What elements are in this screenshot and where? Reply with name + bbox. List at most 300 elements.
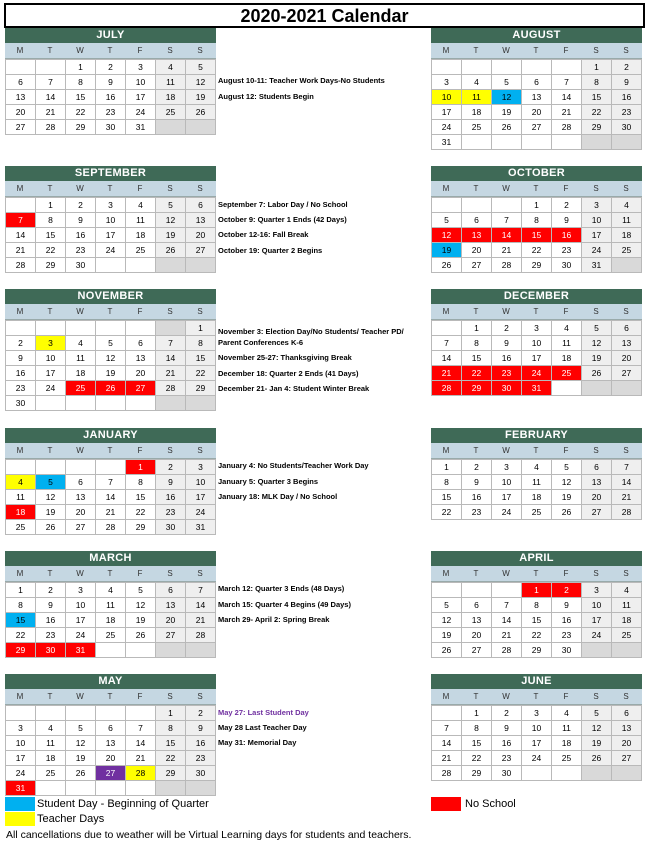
weekday-label: W [76,692,84,701]
empty-cell [96,460,126,475]
weekday-label: S [593,692,599,701]
weekday-label: F [563,569,569,578]
day-cell: 10 [126,75,156,90]
month-calendar-march [5,551,216,658]
day-cell: 31 [6,781,36,796]
empty-cell [522,135,552,150]
weekday-header-row [5,689,216,705]
day-cell: 25 [36,766,66,781]
day-cell: 19 [582,736,612,751]
day-cell: 5 [126,583,156,598]
day-cell: 28 [6,258,36,273]
day-grid [431,582,642,658]
day-cell: 15 [522,613,552,628]
weekday-label: T [473,46,479,55]
day-cell: 14 [36,90,66,105]
empty-cell [66,460,96,475]
day-cell: 25 [66,381,96,396]
weekday-label: M [16,692,24,701]
day-cell: 23 [6,381,36,396]
day-cell: 22 [462,366,492,381]
day-cell: 23 [66,243,96,258]
day-cell: 28 [612,505,642,520]
weekday-label: S [593,446,599,455]
day-cell: 25 [156,105,186,120]
day-cell: 9 [612,75,642,90]
day-cell: 8 [522,213,552,228]
weekday-header-row [5,181,216,197]
day-cell: 11 [522,475,552,490]
day-cell: 23 [552,628,582,643]
day-cell: 23 [492,366,522,381]
day-cell: 30 [492,766,522,781]
day-grid [5,59,216,135]
month-name: JUNE [431,674,642,689]
day-cell: 20 [582,490,612,505]
day-cell: 17 [36,366,66,381]
day-cell: 29 [462,381,492,396]
day-cell: 21 [156,366,186,381]
day-cell: 23 [96,105,126,120]
weekday-label: S [197,46,203,55]
empty-cell [96,643,126,658]
day-cell: 17 [96,228,126,243]
day-cell: 12 [126,598,156,613]
day-cell: 18 [462,105,492,120]
empty-cell [186,258,216,273]
day-cell: 18 [6,505,36,520]
day-cell: 19 [96,366,126,381]
day-cell: 27 [96,766,126,781]
note: January 5: Quarter 3 Begins [218,477,319,486]
day-cell: 17 [126,90,156,105]
weekday-label: F [563,692,569,701]
day-cell: 25 [462,120,492,135]
day-cell: 14 [492,228,522,243]
day-cell: 11 [612,598,642,613]
empty-cell [582,766,612,781]
day-cell: 8 [126,475,156,490]
day-cell: 16 [552,613,582,628]
day-cell: 31 [126,120,156,135]
day-cell: 1 [186,321,216,336]
day-cell: 21 [432,751,462,766]
weekday-header-row [431,689,642,705]
weekday-label: W [502,307,510,316]
day-cell: 20 [156,613,186,628]
empty-cell [66,321,96,336]
weekday-label: T [533,307,539,316]
day-cell: 21 [186,613,216,628]
weekday-label: T [473,692,479,701]
day-cell: 7 [156,336,186,351]
month-calendar-december [431,289,642,396]
day-cell: 11 [96,598,126,613]
day-cell: 14 [432,351,462,366]
day-cell: 6 [612,706,642,721]
empty-cell [432,60,462,75]
weekday-label: F [137,692,143,701]
empty-cell [612,381,642,396]
day-cell: 2 [6,336,36,351]
day-cell: 24 [96,243,126,258]
day-cell: 9 [6,351,36,366]
day-cell: 20 [612,351,642,366]
weekday-label: M [16,184,24,193]
day-cell: 19 [432,243,462,258]
day-cell: 26 [66,766,96,781]
month-calendar-january [5,428,216,535]
day-cell: 20 [612,736,642,751]
day-cell: 26 [36,520,66,535]
day-cell: 27 [126,381,156,396]
day-cell: 28 [432,766,462,781]
month-name: JULY [5,28,216,43]
empty-cell [6,706,36,721]
day-cell: 27 [6,120,36,135]
day-cell: 13 [6,90,36,105]
empty-cell [462,198,492,213]
note: March 15: Quarter 4 Begins (49 Days) [218,600,351,609]
day-cell: 20 [186,228,216,243]
day-cell: 8 [6,598,36,613]
day-cell: 24 [432,120,462,135]
empty-cell [6,460,36,475]
empty-cell [126,706,156,721]
month-name: MARCH [5,551,216,566]
weekday-label: F [137,184,143,193]
day-cell: 16 [462,490,492,505]
day-cell: 13 [66,490,96,505]
day-cell: 5 [66,721,96,736]
empty-cell [156,643,186,658]
empty-cell [552,135,582,150]
day-cell: 2 [186,706,216,721]
legend-label-student-day: Student Day - Beginning of Quarter [37,798,209,810]
note: May 27: Last Student Day [218,708,309,717]
day-cell: 9 [552,213,582,228]
day-cell: 5 [36,475,66,490]
day-cell: 16 [156,490,186,505]
day-cell: 13 [612,721,642,736]
day-cell: 19 [552,490,582,505]
day-cell: 9 [66,213,96,228]
day-cell: 16 [96,90,126,105]
weekday-label: T [473,569,479,578]
day-cell: 8 [156,721,186,736]
day-cell: 14 [6,228,36,243]
weekday-label: S [197,692,203,701]
empty-cell [582,135,612,150]
day-cell: 29 [186,381,216,396]
note: September 7: Labor Day / No School [218,200,348,209]
day-cell: 21 [432,366,462,381]
day-cell: 17 [432,105,462,120]
day-cell: 18 [522,490,552,505]
day-cell: 14 [126,736,156,751]
day-cell: 31 [432,135,462,150]
day-cell: 7 [492,598,522,613]
month-name: MAY [5,674,216,689]
weekday-label: T [107,692,113,701]
day-cell: 5 [432,213,462,228]
day-cell: 6 [612,321,642,336]
weekday-label: S [593,569,599,578]
day-cell: 14 [552,90,582,105]
weekday-label: M [16,446,24,455]
month-calendar-july [5,28,216,135]
day-cell: 28 [126,766,156,781]
day-cell: 30 [552,643,582,658]
day-cell: 5 [432,598,462,613]
day-cell: 4 [552,706,582,721]
weekday-label: S [197,307,203,316]
note: October 9: Quarter 1 Ends (42 Days) [218,215,347,224]
day-cell: 20 [126,366,156,381]
day-cell: 24 [492,505,522,520]
day-cell: 22 [6,628,36,643]
day-cell: 8 [186,336,216,351]
day-cell: 27 [612,366,642,381]
day-cell: 13 [612,336,642,351]
day-cell: 12 [492,90,522,105]
day-cell: 27 [582,505,612,520]
day-cell: 13 [522,90,552,105]
weekday-label: T [533,46,539,55]
empty-cell [522,766,552,781]
day-cell: 4 [552,321,582,336]
weekday-label: M [16,46,24,55]
month-name: FEBRUARY [431,428,642,443]
weekday-label: S [623,692,629,701]
legend-swatch-teacher-days [5,812,35,826]
weekday-header-row [5,304,216,320]
day-cell: 11 [6,490,36,505]
empty-cell [6,198,36,213]
empty-cell [432,706,462,721]
day-cell: 6 [66,475,96,490]
day-cell: 15 [582,90,612,105]
day-cell: 19 [126,613,156,628]
empty-cell [36,706,66,721]
day-cell: 27 [186,243,216,258]
weekday-label: S [167,692,173,701]
empty-cell [36,460,66,475]
day-cell: 14 [492,613,522,628]
day-cell: 8 [462,721,492,736]
weekday-label: M [442,307,450,316]
day-cell: 27 [462,258,492,273]
day-cell: 28 [186,628,216,643]
day-cell: 27 [66,520,96,535]
day-cell: 12 [582,721,612,736]
day-cell: 15 [462,351,492,366]
month-name: OCTOBER [431,166,642,181]
day-cell: 14 [186,598,216,613]
month-calendar-october [431,166,642,273]
day-cell: 31 [522,381,552,396]
weekday-label: T [107,446,113,455]
day-cell: 12 [156,213,186,228]
note: December 18: Quarter 2 Ends (41 Days) [218,369,359,378]
day-cell: 10 [66,598,96,613]
day-cell: 2 [36,583,66,598]
empty-cell [492,198,522,213]
note: December 21- Jan 4: Student Winter Break [218,384,370,393]
day-cell: 6 [126,336,156,351]
day-cell: 15 [462,736,492,751]
empty-cell [612,258,642,273]
day-cell: 14 [612,475,642,490]
day-cell: 12 [432,228,462,243]
day-cell: 3 [126,60,156,75]
day-cell: 14 [432,736,462,751]
day-cell: 28 [36,120,66,135]
month-name: NOVEMBER [5,289,216,304]
day-cell: 8 [36,213,66,228]
weekday-label: W [76,184,84,193]
day-cell: 1 [522,198,552,213]
empty-cell [492,135,522,150]
weekday-label: T [47,46,53,55]
day-cell: 15 [36,228,66,243]
weekday-label: W [76,307,84,316]
empty-cell [432,198,462,213]
day-cell: 16 [612,90,642,105]
day-grid [5,320,216,411]
day-grid [5,459,216,535]
empty-cell [156,258,186,273]
month-calendar-may [5,674,216,796]
weekday-label: M [16,307,24,316]
day-cell: 13 [186,213,216,228]
weekday-label: T [473,307,479,316]
weekday-label: T [473,446,479,455]
day-cell: 7 [432,721,462,736]
weekday-label: T [533,446,539,455]
day-cell: 22 [522,243,552,258]
note: August 10-11: Teacher Work Days-No Students [218,76,385,85]
month-calendar-november [5,289,216,411]
day-cell: 5 [552,460,582,475]
note: November 3: Election Day/No Students/ Teacher PD/ [218,327,404,336]
day-cell: 4 [612,198,642,213]
day-cell: 25 [612,628,642,643]
day-cell: 3 [6,721,36,736]
weekday-label: T [107,184,113,193]
note: October 12-16: Fall Break [218,230,309,239]
day-cell: 18 [66,366,96,381]
empty-cell [186,643,216,658]
day-cell: 12 [432,613,462,628]
day-cell: 31 [186,520,216,535]
day-cell: 23 [492,751,522,766]
day-cell: 2 [462,460,492,475]
day-cell: 8 [66,75,96,90]
day-cell: 13 [96,736,126,751]
day-cell: 30 [492,381,522,396]
day-cell: 26 [156,243,186,258]
day-cell: 15 [522,228,552,243]
day-cell: 3 [96,198,126,213]
empty-cell [36,321,66,336]
day-cell: 14 [96,490,126,505]
empty-cell [612,766,642,781]
day-grid [5,705,216,796]
page-title: 2020-2021 Calendar [4,3,645,28]
day-cell: 26 [96,381,126,396]
day-cell: 11 [156,75,186,90]
day-cell: 24 [522,366,552,381]
weekday-label: W [502,184,510,193]
day-cell: 17 [582,613,612,628]
day-cell: 21 [492,628,522,643]
day-cell: 11 [612,213,642,228]
day-cell: 26 [552,505,582,520]
day-cell: 26 [432,643,462,658]
month-calendar-september [5,166,216,273]
month-calendar-february [431,428,642,520]
day-cell: 20 [462,243,492,258]
day-cell: 30 [186,766,216,781]
weekday-label: F [563,184,569,193]
weekday-label: W [76,446,84,455]
day-cell: 24 [582,628,612,643]
empty-cell [36,60,66,75]
day-cell: 7 [186,583,216,598]
day-cell: 29 [522,643,552,658]
day-cell: 12 [552,475,582,490]
footer-note: All cancellations due to weather will be Virtual Learning days for students and teachers. [6,829,412,841]
day-cell: 1 [36,198,66,213]
day-cell: 13 [156,598,186,613]
day-cell: 20 [96,751,126,766]
day-cell: 18 [612,228,642,243]
weekday-label: T [107,307,113,316]
day-cell: 3 [582,198,612,213]
day-cell: 25 [552,366,582,381]
day-cell: 8 [522,598,552,613]
day-cell: 5 [582,706,612,721]
day-cell: 29 [522,258,552,273]
weekday-label: T [107,569,113,578]
day-cell: 2 [156,460,186,475]
day-cell: 15 [156,736,186,751]
day-cell: 16 [66,228,96,243]
empty-cell [6,321,36,336]
day-cell: 21 [36,105,66,120]
day-cell: 21 [612,490,642,505]
day-cell: 10 [582,598,612,613]
empty-cell [126,781,156,796]
day-cell: 19 [36,505,66,520]
empty-cell [126,321,156,336]
day-cell: 22 [126,505,156,520]
weekday-label: M [442,692,450,701]
empty-cell [186,396,216,411]
day-cell: 24 [522,751,552,766]
empty-cell [6,60,36,75]
month-name: JANUARY [5,428,216,443]
empty-cell [96,706,126,721]
day-cell: 12 [96,351,126,366]
empty-cell [186,781,216,796]
day-grid [431,197,642,273]
day-cell: 11 [552,721,582,736]
day-cell: 24 [66,628,96,643]
day-cell: 7 [492,213,522,228]
day-cell: 1 [6,583,36,598]
